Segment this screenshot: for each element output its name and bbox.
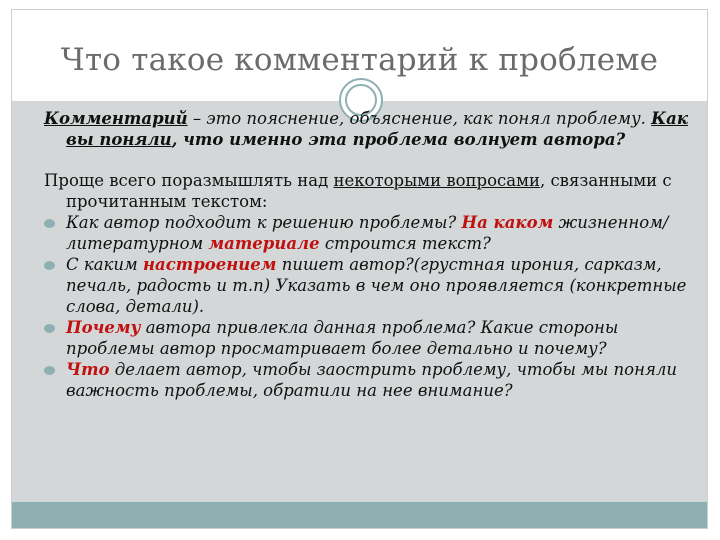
highlight: Почему (66, 318, 141, 337)
highlight: настроением (142, 255, 277, 274)
slide-title: Что такое комментарий к проблеме (60, 42, 659, 78)
highlight: Что (66, 360, 110, 379)
definition-paragraph (44, 108, 694, 150)
bullet-icon (44, 261, 55, 270)
intro-after: , связанными с прочитанным текстом: (66, 171, 672, 211)
footer-bar (12, 502, 707, 528)
highlight: На каком (461, 213, 554, 232)
intro-before: Проще всего поразмышлять над (44, 171, 334, 190)
bullet-icon (44, 366, 55, 375)
bullet-icon (44, 219, 55, 228)
intro-paragraph (44, 170, 694, 212)
highlight: материале (208, 234, 320, 253)
list-item: Что делает автор, чтобы заострить проблему, чтобы мы поняли важность проблемы, обратили на нее внимание? (44, 359, 694, 401)
definition-text: – это пояснение, объяснение, как понял проблему. (187, 109, 652, 128)
bullet-icon (44, 324, 55, 333)
slide-body (44, 108, 694, 401)
definition-term: Комментарий (44, 109, 188, 128)
question-list (44, 212, 694, 401)
intro-underlined: некоторыми вопросами (333, 171, 540, 190)
definition-question-rest: , что именно эта проблема волнует автора? (171, 130, 626, 149)
definition-question-underlined: Как вы поняли (66, 109, 689, 149)
list-item: Почему автора привлекла данная проблема? Какие стороны проблемы автор просматривает более детально и почему? (44, 317, 694, 359)
list-item: Как автор подходит к решению проблемы? На каком жизненном/литературном материале строится текст? (44, 212, 694, 254)
list-item: С каким настроением пишет автор?(грустная ирония, сарказм, печаль, радость и т.п) Указать в чем оно проявляется (конкретные слова, детали). (44, 254, 694, 317)
